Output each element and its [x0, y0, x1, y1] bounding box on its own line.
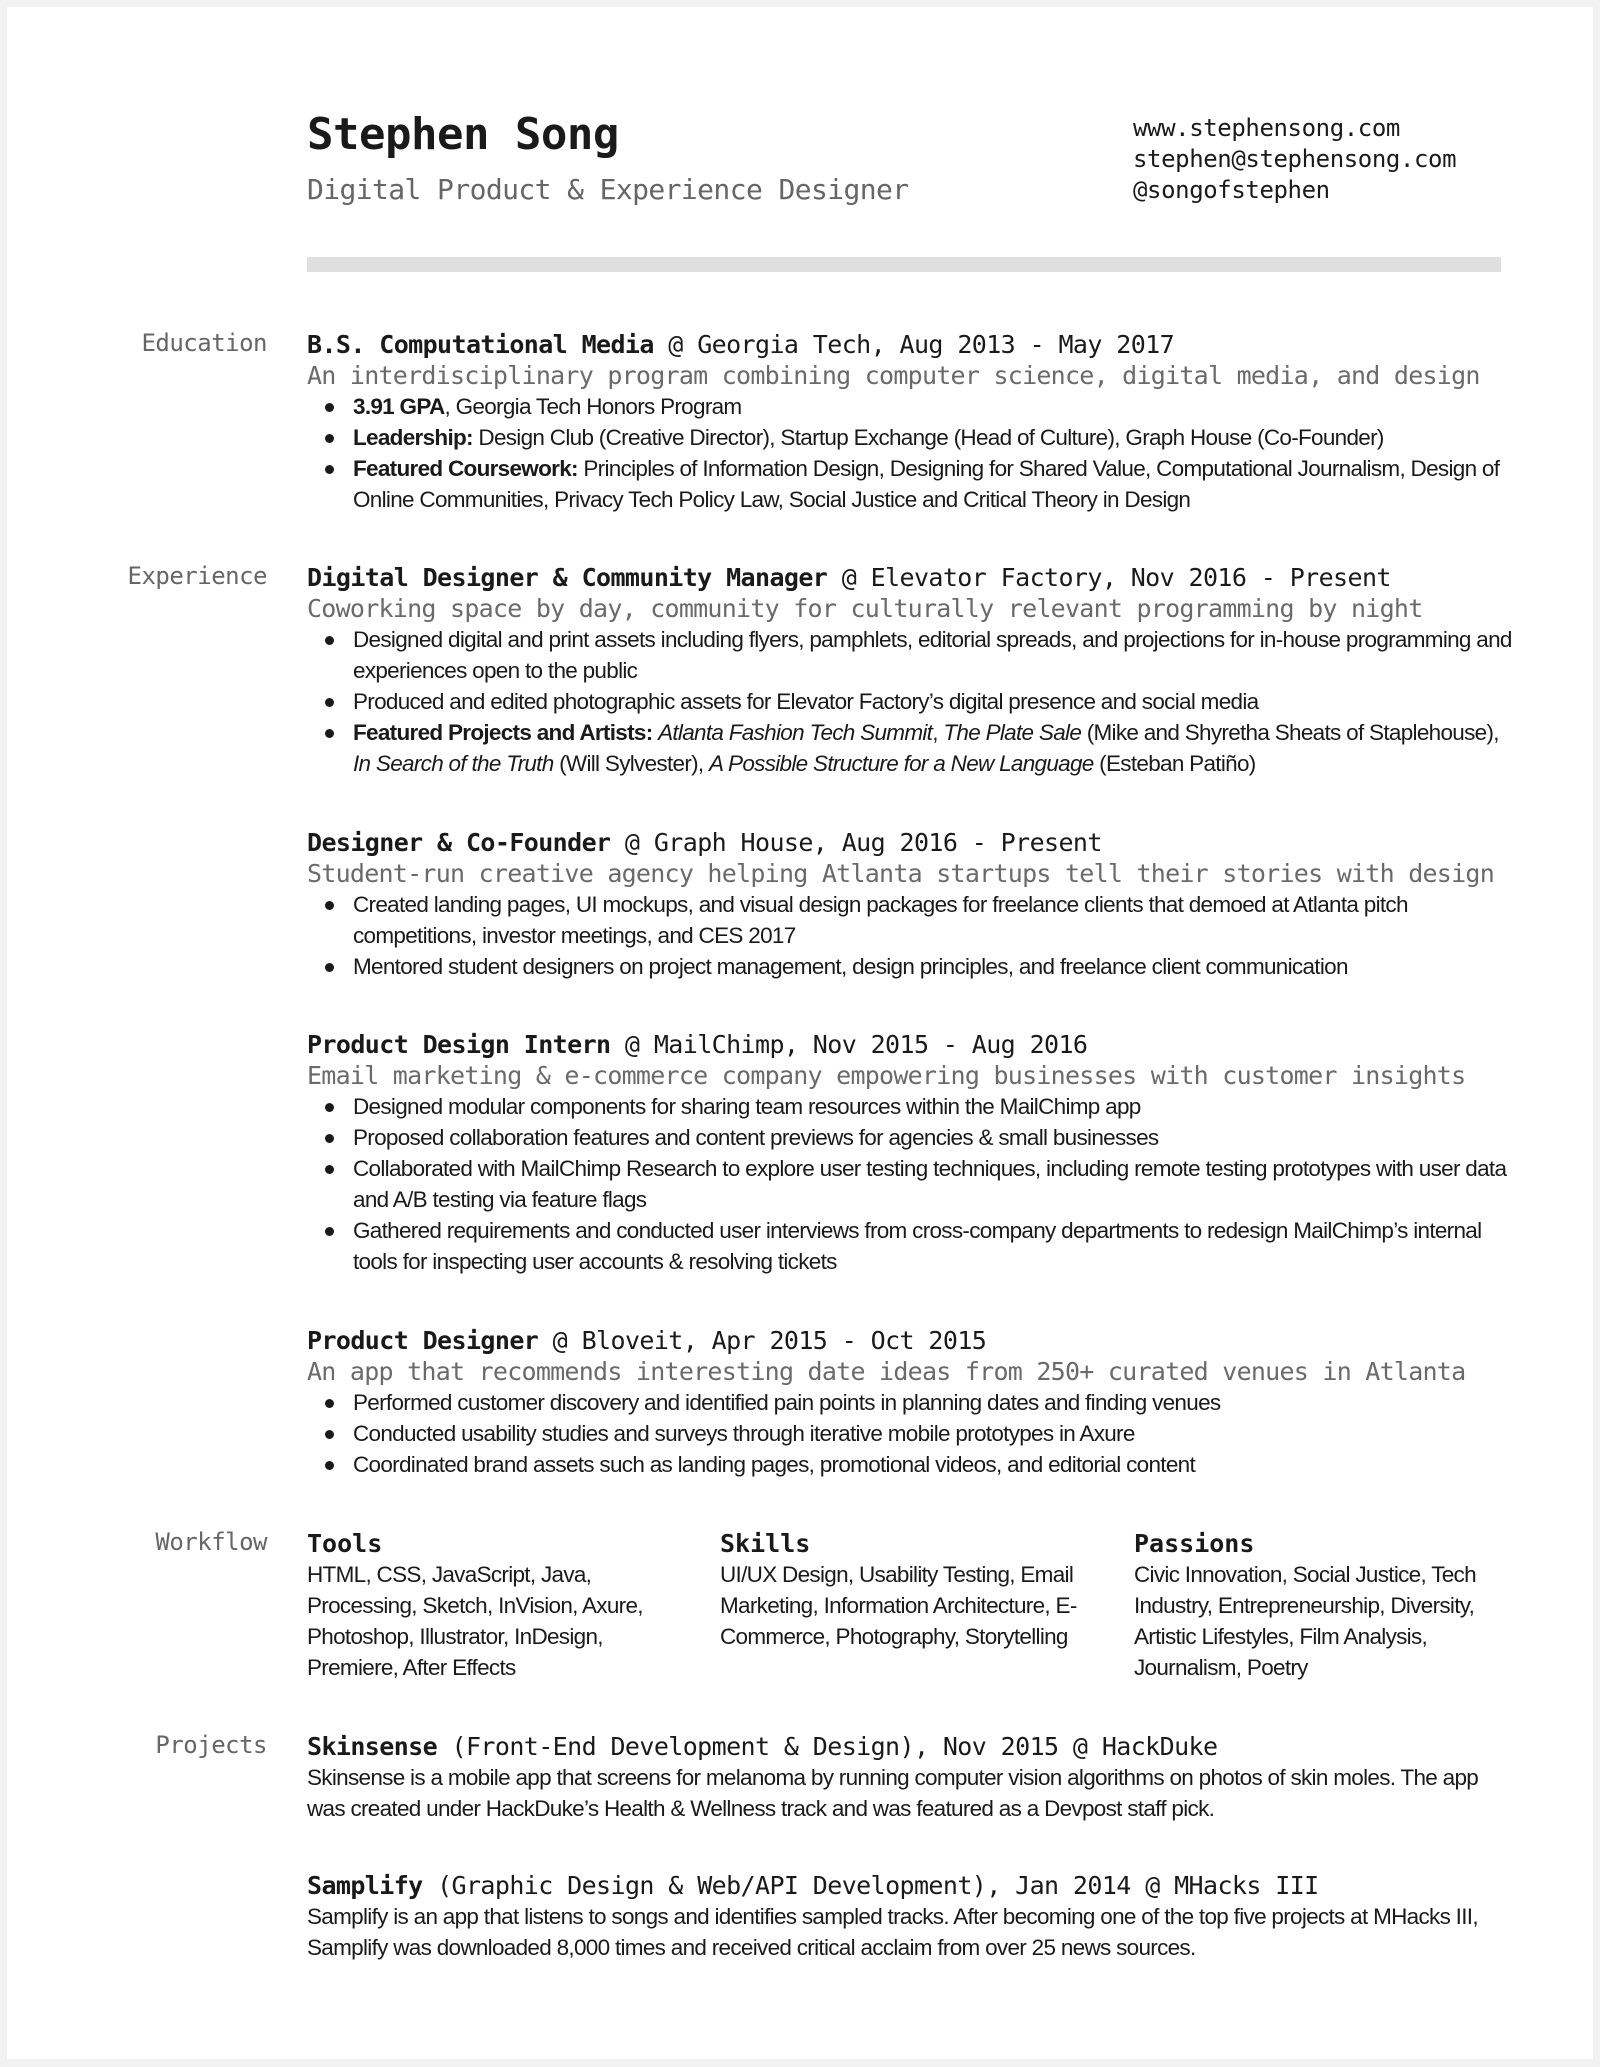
- bullet-bold: Leadership:: [353, 425, 473, 450]
- contact-info: [1133, 113, 1456, 206]
- experience-entry-elevator-factory: [307, 562, 1517, 779]
- list-item: Mentored student designers on project management, design principles, and freelance client communication: [353, 951, 1517, 982]
- entry-role: Product Designer: [307, 1326, 539, 1355]
- entry-description: An interdisciplinary program combining computer science, digital media, and design: [307, 361, 1480, 390]
- project-entry-skinsense: [307, 1731, 1517, 1824]
- workflow-column-tools: [307, 1528, 697, 1683]
- project-name: Samplify: [307, 1871, 423, 1900]
- entry-description: Email marketing & e-commerce company empowering businesses with customer insights: [307, 1061, 1466, 1090]
- bullet-text: ,: [932, 720, 944, 745]
- bullet-bold: 3.91 GPA: [353, 394, 445, 419]
- list-item: Gathered requirements and conducted user interviews from cross-company departments to redesign MailChimp’s internal tools for inspecting user accounts & resolving tickets: [353, 1215, 1517, 1277]
- project-title: The Plate Sale: [943, 720, 1082, 745]
- entry-heading: [307, 1731, 1517, 1762]
- list-item: Performed customer discovery and identified pain points in planning dates and finding venues: [353, 1387, 1517, 1418]
- bullet-list: [307, 1387, 1517, 1480]
- entry-org-dates: @ Graph House, Aug 2016 - Present: [610, 828, 1102, 857]
- project-name: Skinsense: [307, 1732, 438, 1761]
- header-divider: [307, 257, 1501, 272]
- bullet-list: [307, 624, 1517, 779]
- project-entry-samplify: [307, 1870, 1517, 1963]
- project-meta: (Graphic Design & Web/API Development), Jan 2014 @ MHacks III: [422, 1871, 1319, 1900]
- experience-entry-mailchimp: [307, 1029, 1517, 1277]
- email-link[interactable]: stephen@stephensong.com: [1133, 145, 1457, 173]
- list-item: Designed modular components for sharing team resources within the MailChimp app: [353, 1091, 1517, 1122]
- social-handle-link[interactable]: @songofstephen: [1133, 176, 1330, 204]
- list-item: Proposed collaboration features and content previews for agencies & small businesses: [353, 1122, 1517, 1153]
- project-description: Samplify is an app that listens to songs and identifies sampled tracks. After becoming one of the top five projects at MHacks III, Samplify was downloaded 8,000 times and received critical acclaim from over 25 news sources.: [307, 1904, 1478, 1960]
- workflow-column-passions: [1134, 1528, 1524, 1683]
- experience-entry-graph-house: [307, 827, 1517, 982]
- section-label-education: Education: [141, 329, 267, 357]
- entry-org-dates: @ Georgia Tech, Aug 2013 - May 2017: [653, 330, 1175, 359]
- column-text: HTML, CSS, JavaScript, Java, Processing, Sketch, InVision, Axure, Photoshop, Illustrator, InDesign, Premiere, After Effects: [307, 1562, 643, 1680]
- bullet-list: [307, 1091, 1517, 1277]
- entry-heading: [307, 1870, 1517, 1901]
- entry-role: B.S. Computational Media: [307, 330, 654, 359]
- list-item: Conducted usability studies and surveys through iterative mobile prototypes in Axure: [353, 1418, 1517, 1449]
- entry-heading: [307, 562, 1517, 593]
- candidate-name: Stephen Song: [307, 109, 619, 160]
- section-label-experience: Experience: [127, 562, 267, 590]
- entry-role: Digital Designer & Community Manager: [307, 563, 828, 592]
- column-title: Tools: [307, 1529, 383, 1558]
- project-title: In Search of the Truth: [353, 751, 554, 776]
- entry-heading: [307, 827, 1517, 858]
- list-item: [353, 422, 1517, 453]
- list-item: Created landing pages, UI mockups, and visual design packages for freelance clients that demoed at Atlanta pitch competitions, investor meetings, and CES 2017: [353, 889, 1517, 951]
- website-link[interactable]: www.stephensong.com: [1133, 114, 1400, 142]
- section-label-projects: Projects: [155, 1731, 267, 1759]
- bullet-list: [307, 391, 1517, 515]
- list-item: [353, 391, 1517, 422]
- bullet-text: Design Club (Creative Director), Startup Exchange (Head of Culture), Graph House (Co-Founder): [472, 425, 1384, 450]
- entry-description: Coworking space by day, community for culturally relevant programming by night: [307, 594, 1423, 623]
- list-item: Designed digital and print assets including flyers, pamphlets, editorial spreads, and projections for in-house programming and experiences open to the public: [353, 624, 1517, 686]
- column-title: Skills: [720, 1529, 811, 1558]
- list-item: Produced and edited photographic assets for Elevator Factory’s digital presence and social media: [353, 686, 1517, 717]
- list-item: Collaborated with MailChimp Research to explore user testing techniques, including remote testing prototypes with user data and A/B testing via feature flags: [353, 1153, 1517, 1215]
- list-item: Coordinated brand assets such as landing pages, promotional videos, and editorial content: [353, 1449, 1517, 1480]
- bullet-text: Principles of Information Design, Designing for Shared Value, Computational Journalism, Design of Online Communities, Privacy Tech Policy Law, Social Justice and Critical Theory in Design: [353, 456, 1500, 512]
- project-description: Skinsense is a mobile app that screens for melanoma by running computer vision algorithms on photos of skin moles. The app was created under HackDuke’s Health & Wellness track and was featured as a Devpost staff pick.: [307, 1765, 1479, 1821]
- bullet-text: (Mike and Shyretha Sheats of Staplehouse),: [1081, 720, 1499, 745]
- list-item: [353, 453, 1517, 515]
- entry-role: Designer & Co-Founder: [307, 828, 611, 857]
- entry-heading: [307, 1325, 1517, 1356]
- column-title: Passions: [1134, 1529, 1255, 1558]
- list-item: [353, 717, 1517, 779]
- bullet-text: (Will Sylvester),: [553, 751, 710, 776]
- entry-description: An app that recommends interesting date ideas from 250+ curated venues in Atlanta: [307, 1357, 1466, 1386]
- experience-entry-bloveit: [307, 1325, 1517, 1480]
- project-title: A Possible Structure for a New Language: [709, 751, 1094, 776]
- entry-org-dates: @ Bloveit, Apr 2015 - Oct 2015: [538, 1326, 987, 1355]
- column-text: Civic Innovation, Social Justice, Tech Industry, Entrepreneurship, Diversity, Artistic Lifestyles, Film Analysis, Journalism, Poetry: [1134, 1562, 1476, 1680]
- project-title: Atlanta Fashion Tech Summit: [658, 720, 933, 745]
- section-label-workflow: Workflow: [155, 1528, 267, 1556]
- bullet-text: , Georgia Tech Honors Program: [444, 394, 742, 419]
- column-text: UI/UX Design, Usability Testing, Email Marketing, Information Architecture, E-Commerce, Photography, Storytelling: [720, 1562, 1077, 1649]
- entry-org-dates: @ MailChimp, Nov 2015 - Aug 2016: [610, 1030, 1088, 1059]
- entry-role: Product Design Intern: [307, 1030, 611, 1059]
- bullet-text: (Esteban Patiño): [1093, 751, 1256, 776]
- bullet-bold: Featured Projects and Artists:: [353, 720, 653, 745]
- education-entry: [307, 329, 1517, 515]
- project-meta: (Front-End Development & Design), Nov 2015 @ HackDuke: [437, 1732, 1218, 1761]
- resume-page: [7, 7, 1593, 2059]
- bullet-bold: Featured Coursework:: [353, 456, 578, 481]
- entry-heading: [307, 329, 1517, 360]
- entry-description: Student-run creative agency helping Atlanta startups tell their stories with design: [307, 859, 1495, 888]
- workflow-column-skills: [720, 1528, 1110, 1652]
- entry-heading: [307, 1029, 1517, 1060]
- bullet-list: [307, 889, 1517, 982]
- entry-org-dates: @ Elevator Factory, Nov 2016 - Present: [827, 563, 1391, 592]
- candidate-title: Digital Product & Experience Designer: [307, 173, 909, 206]
